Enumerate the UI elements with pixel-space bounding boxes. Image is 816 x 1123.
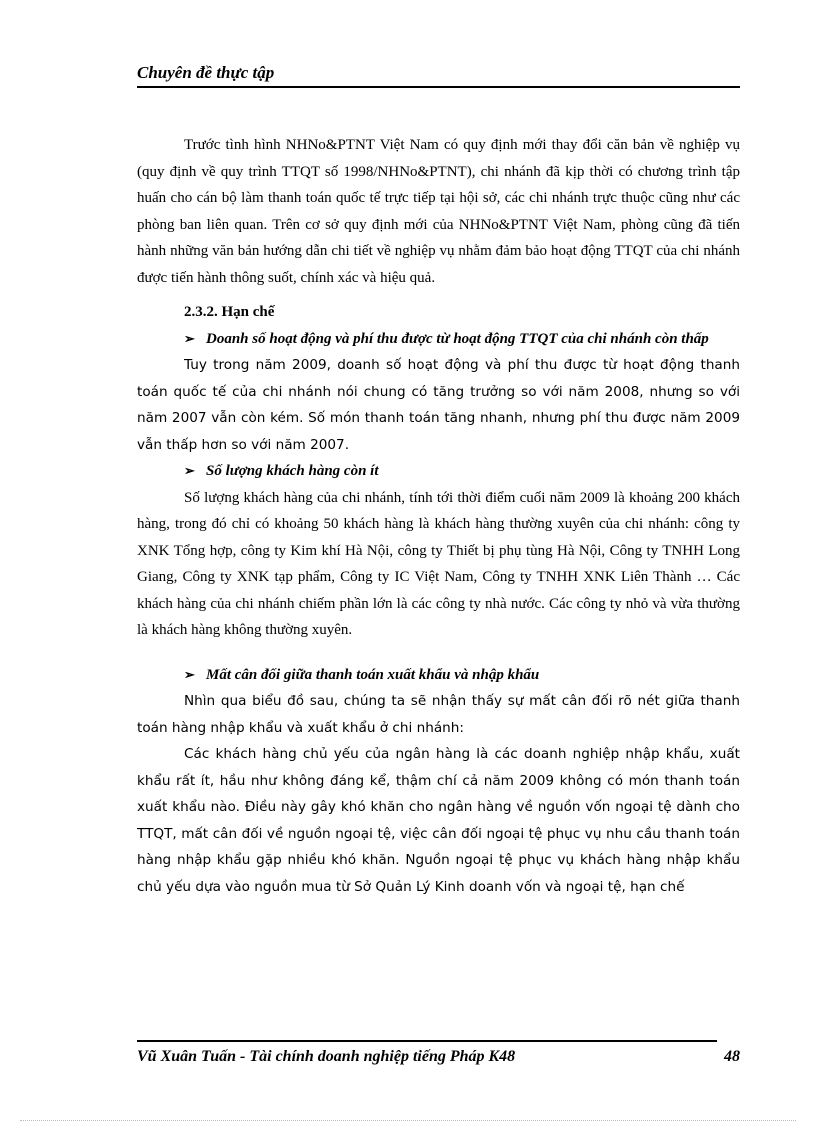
header-title: Chuyên đề thực tập [137,63,275,82]
paragraph-3: Số lượng khách hàng của chi nhánh, tính tới thời điểm cuối năm 2009 là khoảng 200 khách hàng, trong đó chỉ có khoảng 50 khách hàng là khách hàng thường xuyên của chi nhánh: công ty XNK Tổng hợp, công ty Kim khí Hà Nội, công ty Thiết bị phụ tùng Hà Nội, Công ty TNHH Long Giang, Công ty XNK tạp phẩm, Công ty IC Việt Nam, Công ty TNHH XNK Liên Thành … Các khách hàng của chi nhánh chiếm phần lớn là các công ty nhà nước. Các công ty nhỏ và vừa thường là khách hàng không thường xuyên. [137,489,740,638]
arrow-bullet-icon: ➢ [184,463,195,478]
paragraph-2: Tuy trong năm 2009, doanh số hoạt động và phí thu được từ hoạt động thanh toán quốc tế của chi nhánh nói chung có tăng trưởng so với năm 2008, nhưng so với năm 2007 vẫn còn kém. Số món thanh toán tăng nhanh, nhưng phí thu được năm 2009 vẫn thấp hơn so với năm 2007. [137,357,740,453]
arrow-bullet-icon: ➢ [184,666,195,682]
page-header [137,62,740,88]
header-rule [137,86,740,88]
section-heading: 2.3.2. Hạn chế [184,304,275,320]
footer-row [137,1048,740,1066]
bullet-heading-1 [137,326,740,353]
bullet-heading-3-text: Mất cân đối giữa thanh toán xuất khẩu và nhập khẩu [206,666,540,683]
paragraph-4: Nhìn qua biểu đồ sau, chúng ta sẽ nhận thấy sự mất cân đối rõ nét giữa thanh toán hàng nhập khẩu và xuất khẩu ở chi nhánh: [137,693,740,736]
bullet-heading-3 [137,662,740,689]
page-bottom-border [20,1120,796,1121]
page-body [137,132,740,900]
page-footer [137,1040,740,1066]
bullet-heading-2 [137,458,740,485]
bullet-heading-1-text: Doanh số hoạt động và phí thu được từ hoạt động TTQT của chi nhánh còn thấp [206,330,709,347]
footer-rule [137,1040,717,1042]
footer-author: Vũ Xuân Tuấn - Tài chính doanh nghiệp tiếng Pháp K48 [137,1048,516,1065]
paragraph-5: Các khách hàng chủ yếu của ngân hàng là các doanh nghiệp nhập khẩu, xuất khẩu rất ít, hầu như không đáng kể, thậm chí cả năm 2009 không có món thanh toán xuất khẩu nào. Điều này gây khó khăn cho ngân hàng về nguồn vốn ngoại tệ dành cho TTQT, mất cân đối về nguồn ngoại tệ, việc cân đối ngoại tệ phục vụ nhu cầu thanh toán hàng nhập khẩu gặp nhiều khó khăn. Nguồn ngoại tệ phục vụ khách hàng nhập khẩu chủ yếu dựa vào nguồn mua từ Sở Quản Lý Kinh doanh vốn và ngoại tệ, hạn chế [137,746,740,895]
spacer [137,644,740,662]
paragraph-1: Trước tình hình NHNo&PTNT Việt Nam có quy định mới thay đổi căn bản về nghiệp vụ (quy định về quy trình TTQT số 1998/NHNo&PTNT), chi nhánh đã kịp thời có chương trình tập huấn cho cán bộ làm thanh toán quốc tế trực tiếp tại hội sở, các chi nhánh trực thuộc cũng như các phòng ban liên quan. Trên cơ sở quy định mới của NHNo&PTNT Việt Nam, phòng cũng đã tiến hành những văn bản hướng dẫn chi tiết về nghiệp vụ nhằm đảm bảo hoạt động TTQT của chi nhánh được tiến hành thông suốt, chính xác và hiệu quả. [137,137,740,286]
bullet-heading-2-text: Số lượng khách hàng còn ít [206,463,379,479]
page-number: 48 [724,1048,740,1065]
arrow-bullet-icon: ➢ [184,330,195,346]
